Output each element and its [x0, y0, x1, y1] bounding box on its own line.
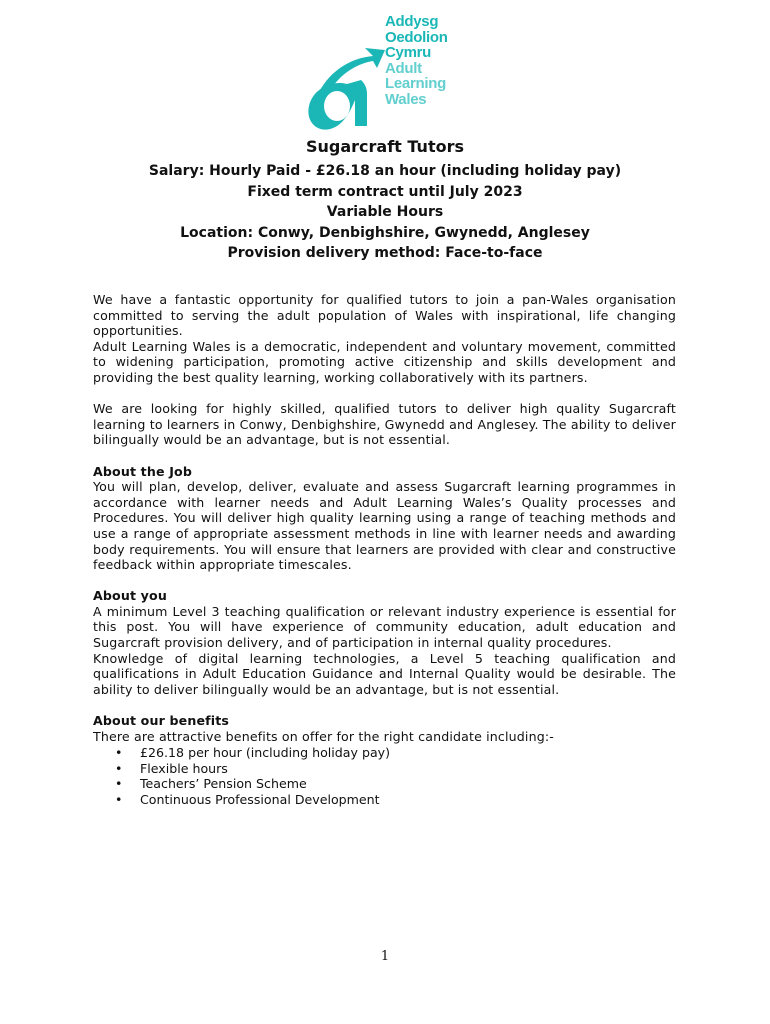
location-line: Location: Conwy, Denbighshire, Gwynedd, Anglesey — [180, 224, 590, 241]
list-item: • Flexible hours — [115, 760, 228, 776]
list-item: • Continuous Professional Development — [115, 792, 380, 807]
logo-welsh-line-1: Addysg — [385, 13, 439, 30]
logo-english-line-2: Learning — [385, 75, 446, 92]
logo-welsh-line-3: Cymru — [385, 44, 432, 61]
benefits-heading: About our benefits — [93, 713, 230, 729]
logo-english-line-3: Wales — [385, 90, 427, 108]
logo-english-line-1: Adult — [385, 59, 422, 77]
about-you-paragraph-1: A minimum Level 3 teaching qualification or relevant industry experience is essential for this post. You will have experience of community education, adult education and Sugarcraft provision delivery, and of participation in internal quality procedures. — [93, 603, 676, 651]
page-number: 1 — [380, 949, 390, 964]
bullet-icon: • — [115, 792, 123, 807]
bullet-icon: • — [115, 776, 123, 792]
bullet-icon: • — [115, 745, 123, 761]
document-body — [93, 292, 676, 808]
list-item: • £26.18 per hour (including holiday pay) — [115, 745, 391, 761]
benefits-list — [93, 745, 676, 807]
intro-paragraph-3: We are looking for highly skilled, qualified tutors to deliver high quality Sugarcraft learning to learners in Conwy, Denbighshire, Gwynedd and Anglesey. The ability to deliver bilingually would be an advantage, but is not essential. — [93, 401, 676, 448]
hours-line: Variable Hours — [326, 204, 444, 221]
logo-text — [385, 14, 475, 107]
adult-learning-wales-logo — [303, 14, 463, 122]
about-job-heading: About the Job — [93, 463, 192, 479]
job-summary — [0, 161, 770, 264]
benefits-intro: There are attractive benefits on offer for the right candidate including:- — [93, 728, 554, 744]
bullet-icon: • — [115, 760, 123, 776]
contract-line: Fixed term contract until July 2023 — [247, 183, 523, 200]
page-title: Sugarcraft Tutors — [305, 137, 464, 156]
list-item: • Teachers’ Pension Scheme — [115, 776, 307, 792]
intro-paragraph-2: Adult Learning Wales is a democratic, independent and voluntary movement, committed to widening participation, promoting active citizenship and skills development and providing the best quality learning, working collaboratively with its partners. — [93, 338, 676, 385]
logo-a-swoosh-icon — [303, 44, 385, 132]
about-you-paragraph-2: Knowledge of digital learning technologies, a Level 5 teaching qualification and qualifications in Adult Education Guidance and Internal Quality would be desirable. The ability to deliver bilingually would be an advantage, but is not essential. — [93, 650, 676, 697]
delivery-line: Provision delivery method: Face-to-face — [227, 245, 543, 262]
intro-paragraph-1: We have a fantastic opportunity for qualified tutors to join a pan-Wales organisation committed to serving the adult population of Wales with inspirational, life changing opportunities. — [93, 292, 676, 339]
salary-line: Salary: Hourly Paid - £26.18 an hour (including holiday pay) — [148, 163, 622, 179]
logo-welsh-line-2: Oedolion — [385, 28, 448, 46]
about-job-text: You will plan, develop, deliver, evaluate and assess Sugarcraft learning programmes in accordance with learner needs and Adult Learning Wales’s Quality processes and Procedures. You will deliver high quality learning using a range of teaching methods and use a range of appropriate assessment methods in line with learner needs and awarding body requirements. You will ensure that learners are provided with clear and constructive feedback within appropriate timescales. — [93, 479, 676, 573]
about-you-heading: About you — [93, 588, 167, 604]
